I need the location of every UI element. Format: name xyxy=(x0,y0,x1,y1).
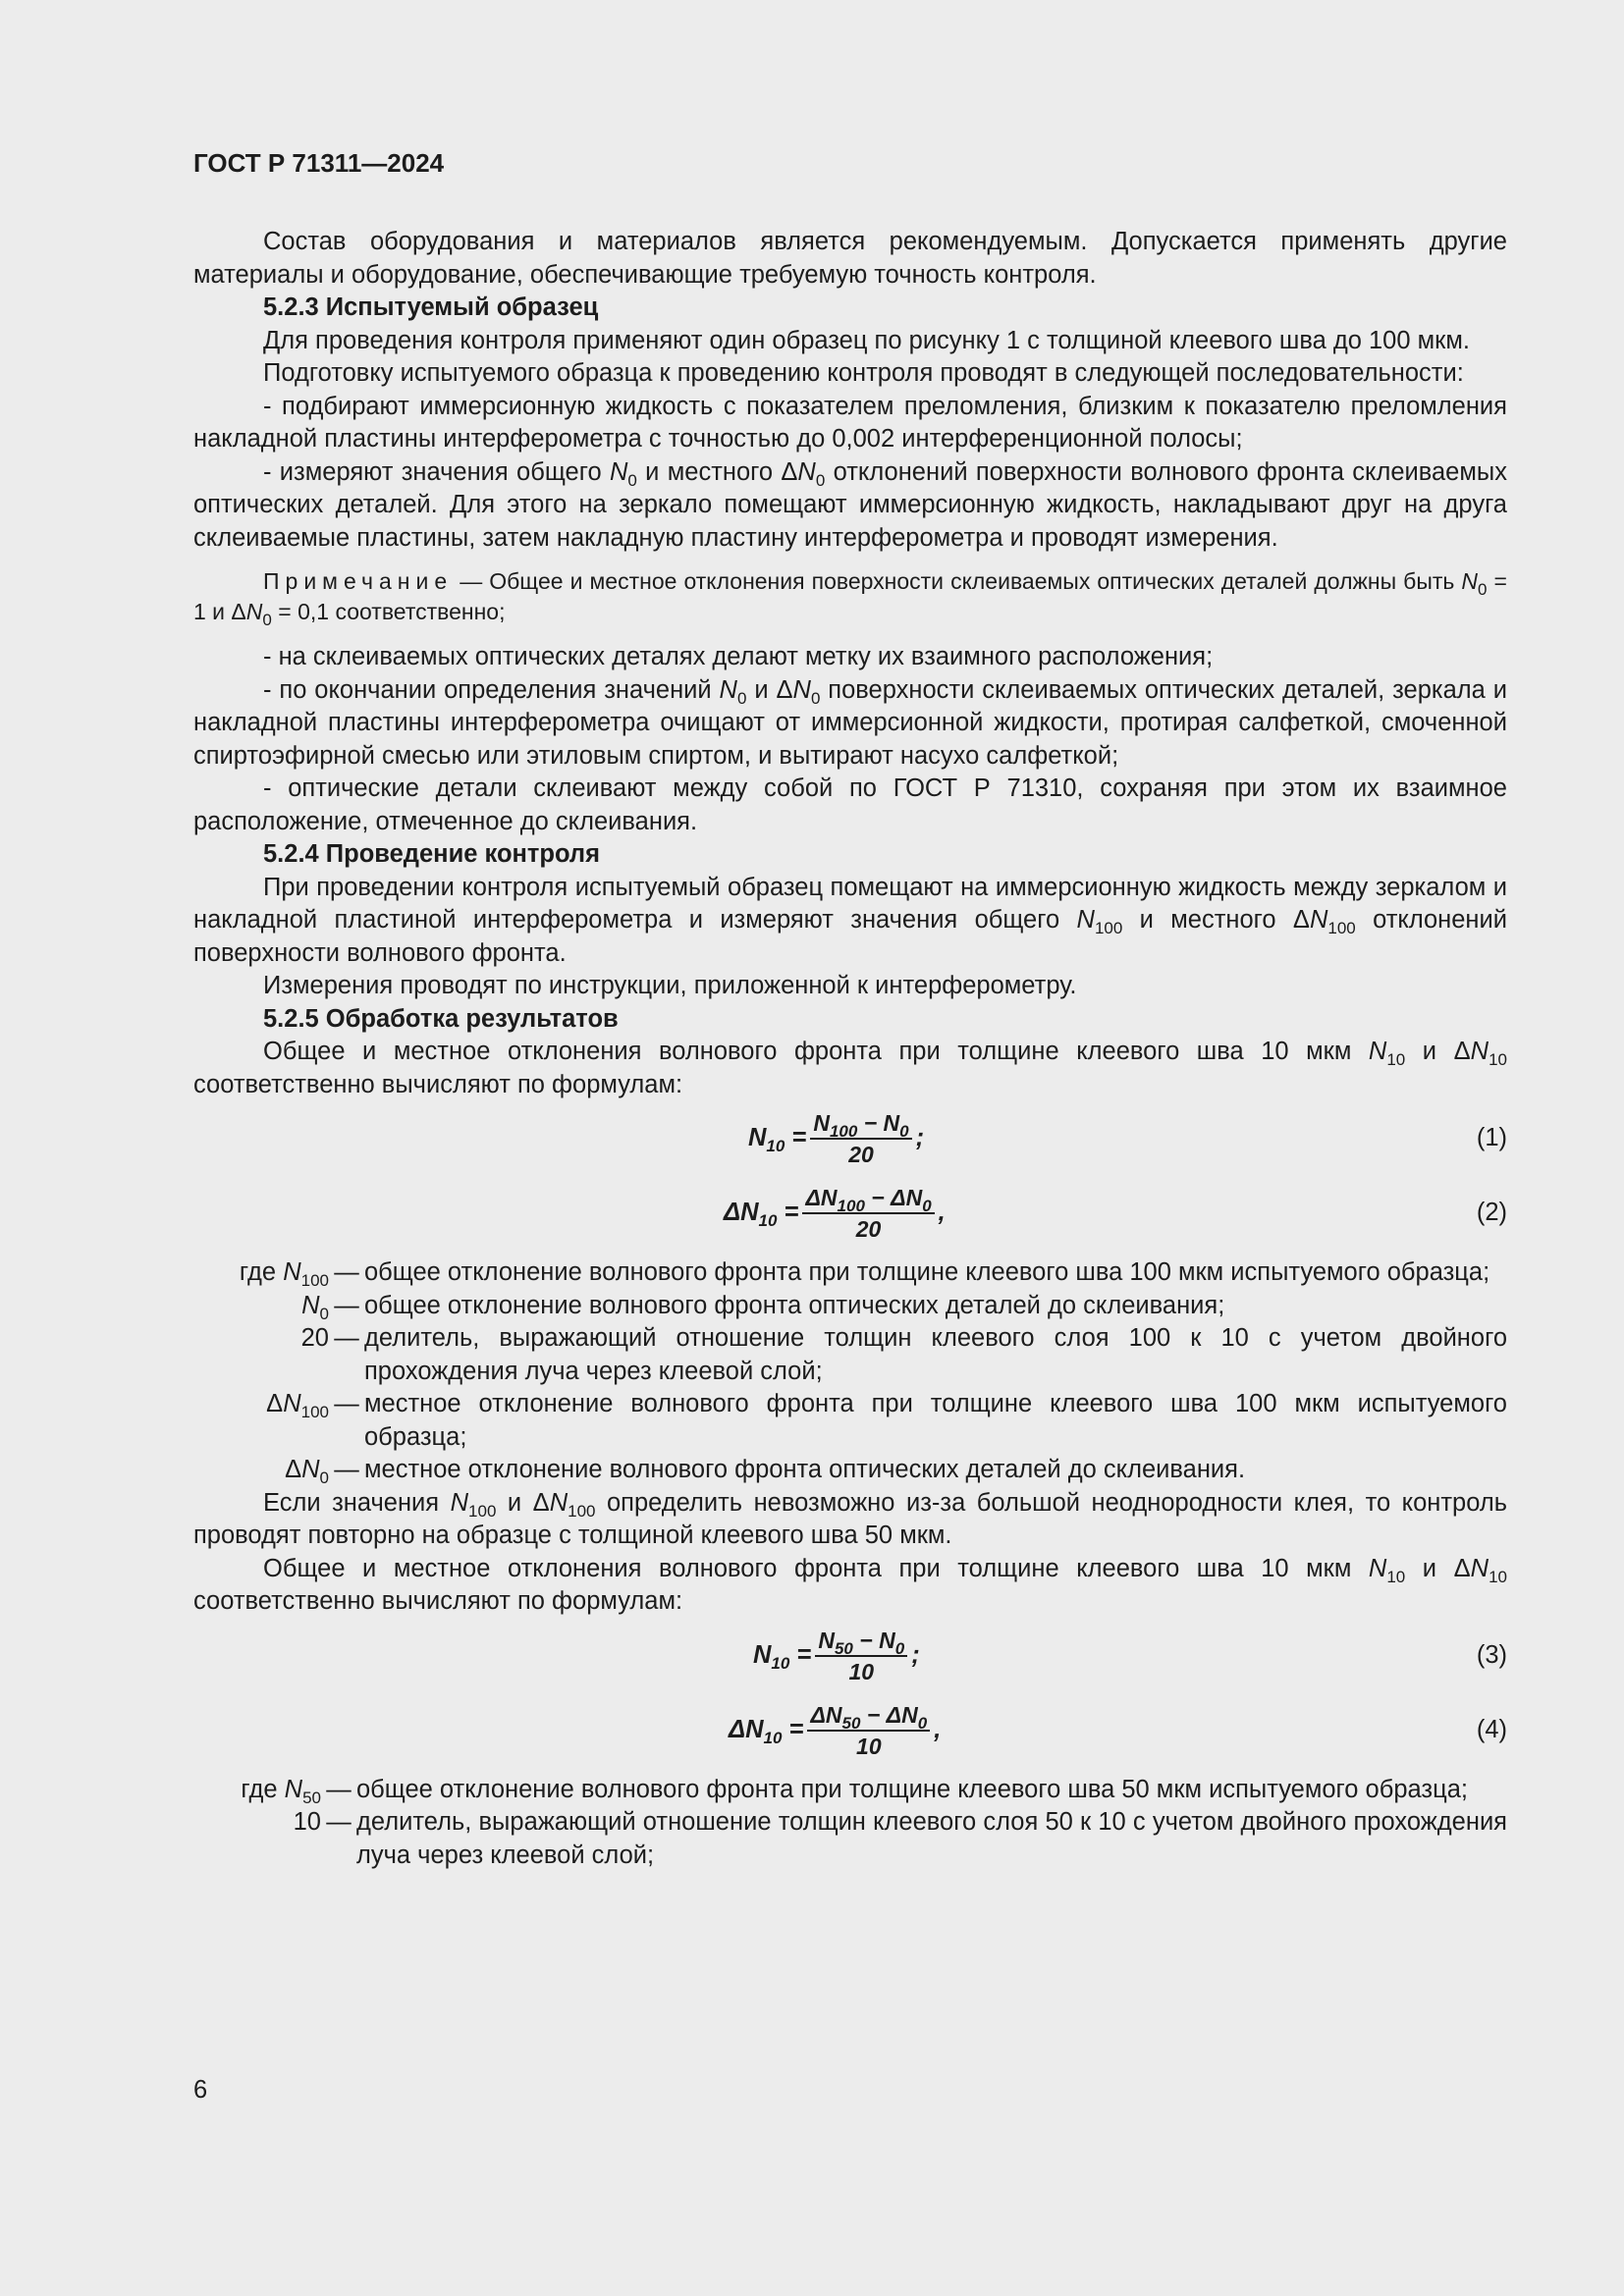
note xyxy=(193,566,1507,627)
list-item-2: - измеряют значения общего $N_0$ и местного $\Delta N_0$ отклонений поверхности волнового фронта склеиваемых оптических деталей. Для этого на зеркало помещают иммерсионную жидкость, накладывают друг на друга склеиваемые пластины, затем накладную пластину интерферометра и проводят измерения. xyxy=(193,457,1507,552)
def-symbol: где $N_{50}$ xyxy=(241,1775,321,1807)
equation-4 xyxy=(193,1693,1507,1768)
def-symbol: 10 xyxy=(293,1808,321,1836)
heading-5-2-3: 5.2.3 Испытуемый образец xyxy=(263,294,599,321)
def-symbol: $\Delta N_{100}$ xyxy=(266,1390,329,1421)
definition-row xyxy=(193,1290,1507,1323)
eq3-lhs: $N_{10}$ = xyxy=(753,1640,812,1673)
doc-header: ГОСТ Р 71311—2024 xyxy=(193,148,445,178)
def-dash: — xyxy=(334,1390,359,1417)
def-symbol: где $N_{100}$ xyxy=(239,1258,329,1290)
def-dash: — xyxy=(326,1808,352,1836)
eq1-end: ; xyxy=(915,1124,925,1152)
eq3-denominator: 10 xyxy=(848,1658,875,1684)
def-text: местное отклонение волнового фронта при толщине клеевого шва 100 мкм испытуемого образца; xyxy=(364,1390,1507,1451)
document-page xyxy=(193,0,1507,2296)
equation-1 xyxy=(193,1101,1507,1176)
eq3-fraction xyxy=(815,1627,907,1685)
def-text: общее отклонение волнового фронта при толщине клеевого шва 50 мкм испытуемого образца; xyxy=(356,1775,1468,1803)
eq4-fraction xyxy=(807,1701,930,1760)
para-sample-1: Для проведения контроля применяют один образец по рисунку 1 с толщиной клеевого шва до 100 мкм. xyxy=(263,326,1470,354)
eq2-fraction xyxy=(802,1184,934,1243)
definition-row xyxy=(193,1388,1507,1454)
def-text: делитель, выражающий отношение толщин клеевого слоя 50 к 10 с учетом двойного прохождения луча через клеевой слой; xyxy=(356,1808,1507,1869)
para-sample-2: Подготовку испытуемого образца к проведению контроля проводят в следующей последовательности: xyxy=(263,359,1464,387)
eq4-lhs: $\Delta N_{10}$ = xyxy=(729,1715,804,1747)
def-text: общее отклонение волнового фронта оптических деталей до склеивания; xyxy=(364,1291,1225,1319)
para-control-1: При проведении контроля испытуемый образец помещают на иммерсионную жидкость между зеркалом и накладной пластиной интерферометра и измеряют значения общего $N_{100}$ и местного $\Delta N_{100}$ отклонений поверхности волнового фронта. xyxy=(193,873,1507,967)
para-repeat: Если значения $N_{100}$ и $\Delta N_{100}$ определить невозможно из-за большой неоднородности клея, то контроль проводят повторно на образце с толщиной клеевого шва 50 мкм. xyxy=(193,1488,1508,1549)
def-text: местное отклонение волнового фронта оптических деталей до склеивания. xyxy=(364,1456,1246,1483)
equation-3 xyxy=(193,1619,1507,1693)
para-equipment: Состав оборудования и материалов является рекомендуемым. Допускается применять другие материалы и оборудование, обеспечивающие требуемую точность контроля. xyxy=(193,228,1507,289)
eq4-numerator: $\Delta N_{50} - \Delta N_0$ xyxy=(807,1701,930,1732)
eq3-numerator: $N_{50} - N_0$ xyxy=(815,1627,907,1657)
eq2-denominator: 20 xyxy=(855,1216,882,1242)
list-item-5: - оптические детали склеивают между собой по ГОСТ Р 71310, сохраняя при этом их взаимное расположение, отмеченное до склеивания. xyxy=(193,774,1507,835)
def-symbol: 20 xyxy=(300,1324,329,1352)
page-number: 6 xyxy=(193,2076,208,2104)
equation-2 xyxy=(193,1176,1507,1251)
def-text: делитель, выражающий отношение толщин клеевого слоя 100 к 10 с учетом двойного прохождения луча через клеевой слой; xyxy=(364,1324,1507,1385)
definition-row xyxy=(193,1806,1507,1872)
note-text: — Общее и местное отклонения поверхности склеиваемых оптических деталей должны быть $N_0 = 1$ и $\Delta N_0 = 0,1$ соответственно; xyxy=(193,568,1507,629)
definition-row xyxy=(193,1322,1507,1388)
eq2-numerator: $\Delta N_{100} - \Delta N_0$ xyxy=(802,1184,934,1214)
equation-3-number: (3) xyxy=(1476,1640,1507,1669)
equation-2-formula xyxy=(724,1176,946,1251)
def-symbol: $N_0$ xyxy=(301,1291,329,1323)
list-item-1: - подбирают иммерсионную жидкость с показателем преломления, близким к показателю преломления накладной пластины интерферометра с точностью до 0,002 интерференционной полосы; xyxy=(193,392,1507,453)
eq1-denominator: 20 xyxy=(848,1142,874,1167)
definitions-2 xyxy=(193,1774,1507,1873)
list-item-3: - на склеиваемых оптических деталях делают метку их взаимного расположения; xyxy=(263,643,1214,670)
eq2-lhs: $\Delta N_{10}$ = xyxy=(724,1199,799,1231)
eq1-lhs: $N_{10}$ = xyxy=(748,1124,807,1156)
def-dash: — xyxy=(334,1291,359,1319)
def-dash: — xyxy=(334,1456,359,1483)
para-control-2: Измерения проводят по инструкции, приложенной к интерферометру. xyxy=(263,972,1077,999)
heading-5-2-4: 5.2.4 Проведение контроля xyxy=(263,840,601,868)
body-text xyxy=(193,226,1507,1872)
list-item-4: - по окончании определения значений $N_0$ и $\Delta N_0$ поверхности склеиваемых оптических деталей, зеркала и накладной пластины интерферометра очищают от иммерсионной жидкости, протирая салфеткой, смоченной спиртоэфирной смесью или этиловым спиртом, и вытирают насухо салфеткой; xyxy=(193,675,1507,770)
equation-4-formula xyxy=(729,1693,941,1768)
eq2-end: , xyxy=(938,1199,946,1227)
eq4-end: , xyxy=(934,1715,942,1743)
def-dash: — xyxy=(334,1258,359,1286)
eq1-numerator: $N_{100} - N_0$ xyxy=(810,1109,911,1140)
def-dash: — xyxy=(326,1775,352,1803)
definition-row xyxy=(193,1454,1507,1487)
equation-1-number: (1) xyxy=(1476,1124,1507,1152)
equation-1-formula xyxy=(748,1101,924,1176)
eq3-end: ; xyxy=(911,1640,920,1669)
eq1-fraction xyxy=(810,1109,911,1168)
equation-2-number: (2) xyxy=(1476,1199,1507,1227)
definition-row xyxy=(193,1256,1507,1290)
note-label: Примечание xyxy=(263,568,454,594)
def-text: общее отклонение волнового фронта при толщине клеевого шва 100 мкм испытуемого образца; xyxy=(364,1258,1490,1286)
equation-4-number: (4) xyxy=(1476,1715,1507,1743)
def-dash: — xyxy=(334,1324,359,1352)
heading-5-2-5: 5.2.5 Обработка результатов xyxy=(263,1004,619,1033)
eq4-denominator: 10 xyxy=(856,1733,882,1759)
equation-3-formula xyxy=(753,1619,920,1693)
para-results-1: Общее и местное отклонения волнового фронта при толщине клеевого шва 10 мкм $N_{10}$ и $\Delta N_{10}$ соответственно вычисляют по формулам: xyxy=(193,1038,1507,1098)
definitions-1 xyxy=(193,1256,1507,1487)
def-symbol: $\Delta N_0$ xyxy=(285,1456,329,1487)
definition-row xyxy=(193,1774,1507,1807)
para-results-2: Общее и местное отклонения волнового фронта при толщине клеевого шва 10 мкм $N_{10}$ и $\Delta N_{10}$ соответственно вычисляют по формулам: xyxy=(193,1554,1507,1615)
